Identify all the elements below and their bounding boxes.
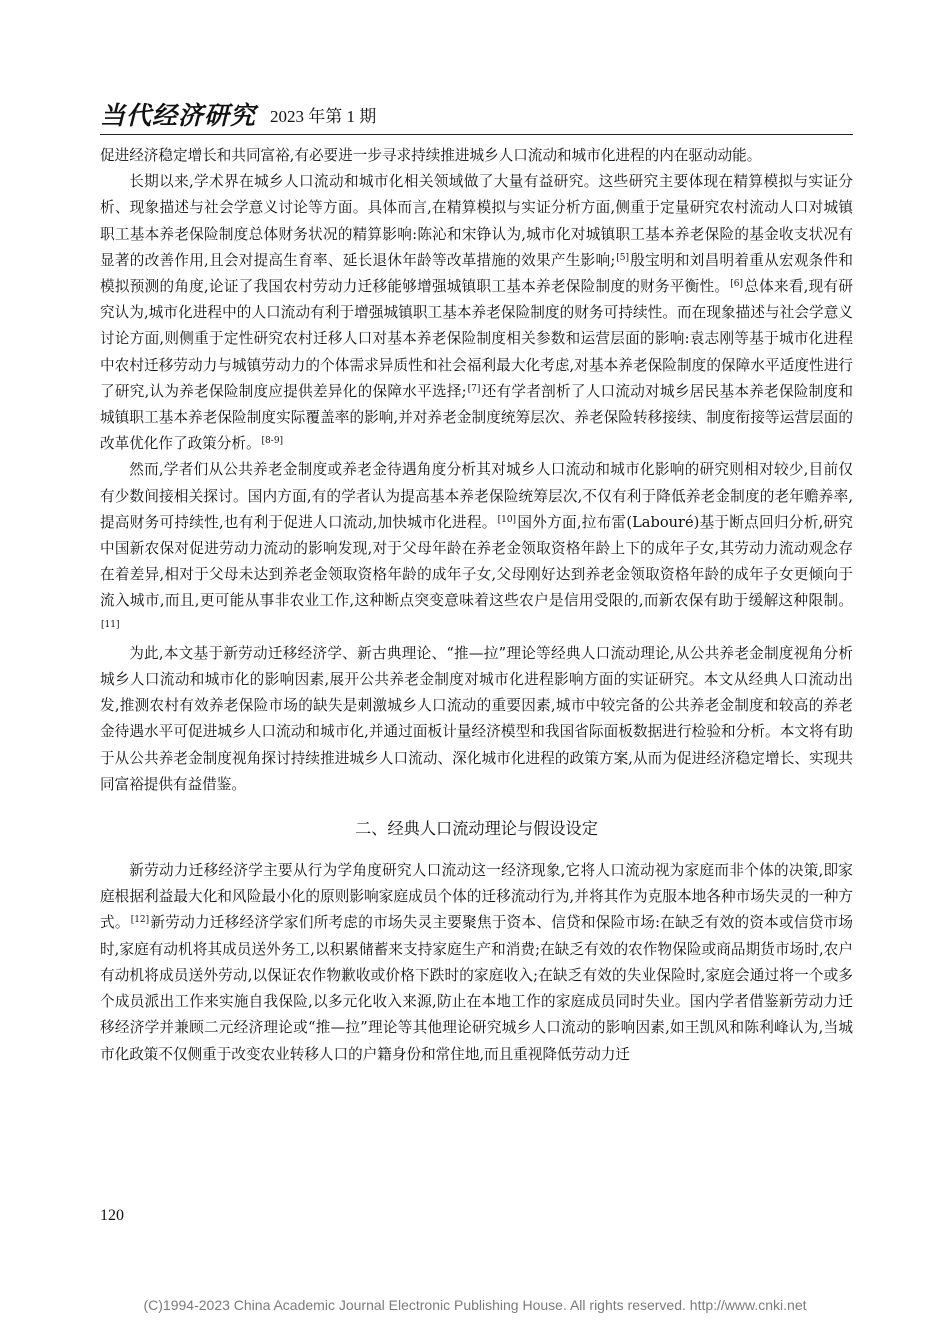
citation[interactable]: [6] bbox=[730, 279, 744, 290]
article-body bbox=[100, 143, 853, 1068]
citation[interactable]: [12] bbox=[130, 915, 150, 926]
citation[interactable]: [10] bbox=[497, 514, 517, 525]
citation[interactable]: [8-9] bbox=[261, 436, 284, 447]
section-heading: 二、经典人口流动理论与假设设定 bbox=[355, 819, 598, 839]
copyright-footer: (C)1994-2023 China Academic Journal Electronic Publishing House. All rights reserved. http://www.cnki.net bbox=[143, 1297, 807, 1313]
paragraph: 然而,学者们从公共养老金制度或养老金待遇角度分析其对城乡人口流动和城市化影响的研究则相对较少,目前仅有少数间接相关探讨。国内方面,有的学者认为提高基本养老保险统筹层次,不仅有利于降低养老金制度的老年赡养率,提高财务可持续性,也有利于促进人口流动,加快城市化进程。[10]国外方面,拉布雷(Labouré)基于断点回归分析,研究中国新农保对促进劳动力流动的影响发现,对于父母年龄在养老金领取资格年龄上下的成年子女,其劳动力流动观念存在着差异,相对于父母未达到养老金领取资格年龄的成年子女,父母刚好达到养老金领取资格年龄的成年子女更倾向于流入城市,而且,更可能从事非农业工作,这种断点突变意味着这些农户是信用受限的,而新农保有助于缓解这种限制。[11] bbox=[100, 461, 853, 630]
running-header bbox=[100, 96, 376, 132]
page-number: 120 bbox=[100, 1207, 124, 1224]
citation[interactable]: [11] bbox=[101, 619, 120, 630]
citation[interactable]: [5] bbox=[616, 252, 630, 263]
header-rule bbox=[100, 134, 853, 135]
journal-logo: 当代经济研究 bbox=[100, 101, 257, 130]
issue-label: 2023 年第 1 期 bbox=[270, 106, 377, 126]
paragraph: 为此,本文基于新劳动迁移经济学、新古典理论、“推—拉”理论等经典人口流动理论,从公共养老金制度视角分析城乡人口流动和城市化的影响因素,展开公共养老金制度对城市化进程影响方面的实证研究。本文从经典人口流动出发,推测农村有效养老保险市场的缺失是刺激城乡人口流动的重要因素,城市中较完备的公共养老金制度和较高的养老金待遇水平可促进城乡人口流动和城市化,并通过面板计量经济模型和我国省际面板数据进行检验和分析。本文将有助于从公共养老金制度视角探讨持续推进城乡人口流动、深化城市化进程的政策方案,从而为促进经济稳定增长、实现共同富裕提供有益借鉴。 bbox=[100, 644, 853, 793]
citation[interactable]: [7] bbox=[467, 383, 481, 394]
paragraph: 促进经济稳定增长和共同富裕,有必要进一步寻求持续推进城乡人口流动和城市化进程的内在驱动动能。 bbox=[100, 147, 762, 164]
paragraph: 新劳动力迁移经济学主要从行为学角度研究人口流动这一经济现象,它将人口流动视为家庭而非个体的决策,即家庭根据利益最大化和风险最小化的原则影响家庭成员个体的迁移流动行为,并将其作为克服本地各种市场失灵的一种方式。[12]新劳动力迁移经济学家们所考虑的市场失灵主要聚焦于资本、信贷和保险市场:在缺乏有效的资本或信贷市场时,家庭有动机将其成员送外务工,以积累储蓄来支持家庭生产和消费;在缺乏有效的农作物保险或商品期货市场时,农户有动机将成员送外劳动,以保证农作物歉收或价格下跌时的家庭收入;在缺乏有效的失业保险时,家庭会通过将一个或多个成员派出工作来实施自我保险,以多元化收入来源,防止在本地工作的家庭成员同时失业。国内学者借鉴新劳动力迁移经济学并兼顾二元经济理论或“推—拉”理论等其他理论研究城乡人口流动的影响因素,如王凯风和陈利峰认为,当城市化政策不仅侧重于改变农业转移人口的户籍身份和常住地,而且重视降低劳动力迁 bbox=[100, 862, 853, 1063]
paragraph: 长期以来,学术界在城乡人口流动和城市化相关领域做了大量有益研究。这些研究主要体现在精算模拟与实证分析、现象描述与社会学意义讨论等方面。具体而言,在精算模拟与实证分析方面,侧重于定量研究农村流动人口对城镇职工基本养老保险制度总体财务状况的精算影响:陈沁和宋铮认为,城市化对城镇职工基本养老保险的基金收支状况有显著的改善作用,且会对提高生育率、延长退休年龄等改革措施的效果产生影响;[5]殷宝明和刘昌明着重从宏观条件和模拟预测的角度,论证了我国农村劳动力迁移能够增强城镇职工基本养老保险制度的财务平衡性。[6]总体来看,现有研究认为,城市化进程中的人口流动有利于增强城镇职工基本养老保险制度的财务可持续性。而在现象描述与社会学意义讨论方面,则侧重于定性研究农村迁移人口对基本养老保险制度相关参数和运营层面的影响:袁志刚等基于城市化进程中农村迁移劳动力与城镇劳动力的个体需求异质性和社会福利最大化考虑,对基本养老保险制度的保障水平适度性进行了研究,认为养老保险制度应提供差异化的保障水平选择;[7]还有学者剖析了人口流动对城乡居民基本养老保险制度和城镇职工基本养老保险制度实际覆盖率的影响,并对养老金制度统筹层次、养老保险转移接续、制度衔接等运营层面的改革优化作了政策分析。[8-9] bbox=[100, 173, 853, 453]
